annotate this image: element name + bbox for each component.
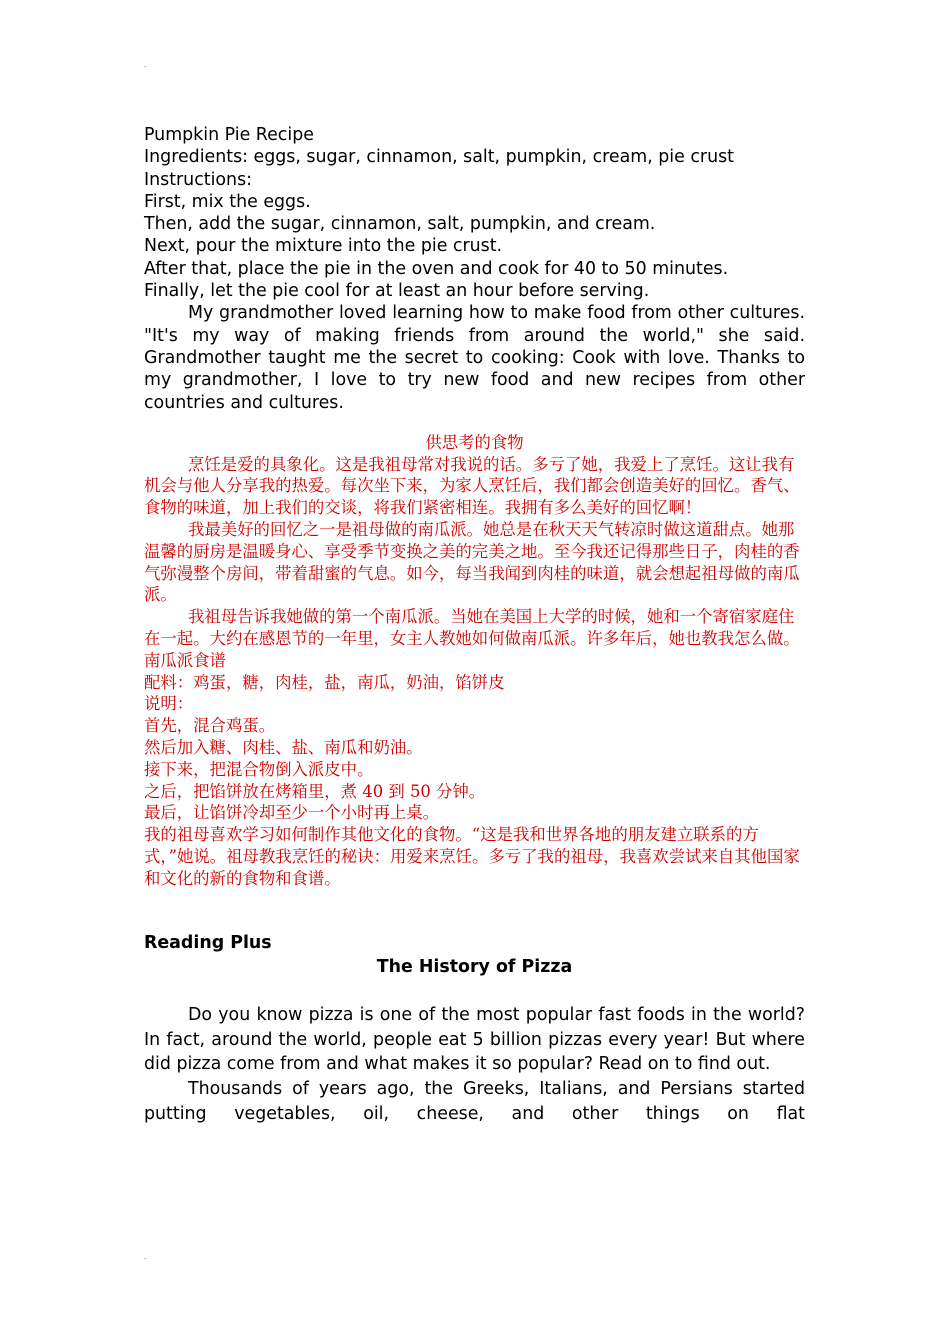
chinese-paragraph: 我最美好的回忆之一是祖母做的南瓜派。她总是在秋天天气转凉时做这道甜点。她那温馨的厨房是温暖身心、享受季节变换之美的完美之地。至今我还记得那些日子，肉桂的香气弥漫整个房间，带着甜蜜的气息。如今，每当我闻到肉桂的味道，就会想起祖母做的南瓜派。 (144, 520, 800, 605)
chinese-instructions-label: 说明： (144, 694, 194, 714)
reading-paragraph: Thousands of years ago, the Greeks, Italians, and Persians started putting vegetables, oil, cheese, and other things on flat (144, 1079, 805, 1125)
recipe-step: First, mix the eggs. (144, 191, 311, 212)
footer-mark: - (144, 1254, 147, 1263)
closing-paragraph: My grandmother loved learning how to make food from other cultures. "It's my way of making friends from around the world," she said. Grandmother taught me the secret to cooking: Cook with love. Thanks to my grandmother, I love to try new food and new recipes from other countries and cultures. (144, 303, 805, 413)
chinese-title: 供思考的食物 (425, 432, 524, 452)
chinese-step: 然后加入糖、肉桂、盐、南瓜和奶油。 (144, 738, 423, 758)
recipe-step: Next, pour the mixture into the pie crust. (144, 236, 503, 257)
chinese-paragraph: 烹饪是爱的具象化。这是我祖母常对我说的话。多亏了她，我爱上了烹饪。这让我有机会与他人分享我的热爱。每次坐下来，为家人烹饪后，我们都会创造美好的回忆。香气、食物的味道，加上我们的交谈，将我们紧密相连。我拥有多么美好的回忆啊！ (144, 454, 800, 518)
recipe-step: After that, place the pie in the oven and cook for 40 to 50 minutes. (144, 258, 729, 279)
reading-plus-body (144, 1003, 805, 1128)
chinese-paragraph: 我祖母告诉我她做的第一个南瓜派。当她在美国上大学的时候，她和一个寄宿家庭住在一起。大约在感恩节的一年里，女主人教她如何做南瓜派。许多年后，她也教我怎么做。 (144, 607, 800, 649)
reading-plus-title: The History of Pizza (376, 956, 573, 977)
chinese-step: 最后，让馅饼冷却至少一个小时再上桌。 (144, 803, 440, 823)
chinese-translation (144, 432, 805, 890)
chinese-ingredients: 配料：鸡蛋，糖，肉桂，盐，南瓜，奶油，馅饼皮 (144, 672, 505, 692)
recipe-step: Then, add the sugar, cinnamon, salt, pumpkin, and cream. (144, 214, 656, 235)
document-page (144, 124, 805, 1127)
recipe-instructions-label: Instructions: (144, 169, 252, 190)
chinese-step: 首先，混合鸡蛋。 (144, 716, 276, 736)
reading-plus-heading: Reading Plus (144, 932, 272, 953)
recipe-step: Finally, let the pie cool for at least an hour before serving. (144, 281, 650, 302)
chinese-step: 之后，把馅饼放在烤箱里，煮 40 到 50 分钟。 (144, 781, 486, 801)
recipe-ingredients: Ingredients: eggs, sugar, cinnamon, salt, pumpkin, cream, pie crust (144, 147, 734, 168)
header-mark: - (144, 62, 147, 71)
reading-paragraph: Do you know pizza is one of the most popular fast foods in the world? In fact, around the world, people eat 5 billion pizzas every year! But where did pizza come from and what makes it so popular? Read on to find out. (144, 1004, 805, 1075)
chinese-step: 接下来，把混合物倒入派皮中。 (144, 759, 374, 779)
recipe-section (144, 124, 805, 414)
recipe-title: Pumpkin Pie Recipe (144, 125, 314, 145)
chinese-closing: 我的祖母喜欢学习如何制作其他文化的食物。“这是我和世界各地的朋友建立联系的方式，”她说。祖母教我烹饪的秘诀：用爱来烹饪。多亏了我的祖母，我喜欢尝试来自其他国家和文化的新的食物和食谱。 (144, 825, 800, 888)
chinese-recipe-title: 南瓜派食谱 (144, 650, 226, 670)
